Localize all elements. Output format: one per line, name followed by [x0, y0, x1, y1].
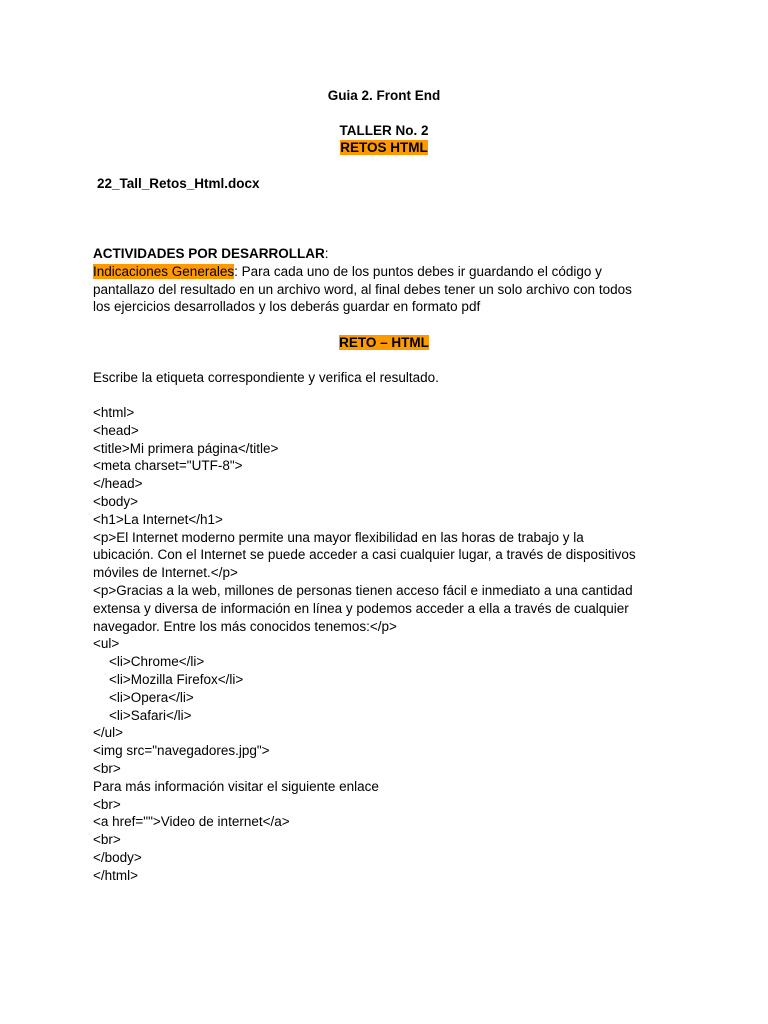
code-line: <a href="">Video de internet</a> [93, 814, 290, 830]
code-line: <li>Safari</li> [109, 707, 192, 723]
challenge-title: RETO – HTML [339, 335, 429, 350]
code-line: <body> [93, 493, 139, 509]
code-line: <head> [93, 422, 139, 438]
workshop-subtitle-line [0, 139, 768, 157]
general-label: Indicaciones Generales [93, 263, 235, 279]
code-line: extensa y diversa de información en línea y podemos acceder a ella a través de cualquier [93, 600, 629, 616]
code-line: </html> [93, 867, 139, 883]
general-text-1: : Para cada uno de los puntos debes ir guardando el código y [234, 263, 602, 279]
code-line: ubicación. Con el Internet se puede acceder a casi cualquier lugar, a través de dispositivos [93, 547, 636, 563]
code-line: <br> [93, 832, 121, 848]
file-name: 22_Tall_Retos_Html.docx [97, 176, 260, 191]
code-line: Para más información visitar el siguiente enlace [93, 778, 379, 794]
activities-heading: ACTIVIDADES POR DESARROLLAR [93, 246, 325, 261]
code-line: <h1>La Internet</h1> [93, 511, 223, 527]
workshop-subtitle: RETOS HTML [340, 140, 428, 155]
code-line: <li>Mozilla Firefox</li> [109, 671, 244, 687]
instruction: Escribe la etiqueta correspondiente y verifica el resultado. [93, 370, 439, 385]
code-line: <p>Gracias a la web, millones de personas tienen acceso fácil e inmediato a una cantidad [93, 582, 633, 598]
code-line: <p>El Internet moderno permite una mayor flexibilidad en las horas de trabajo y la [93, 529, 584, 545]
code-line: <img src="navegadores.jpg"> [93, 743, 270, 759]
activities-heading-line [93, 245, 673, 263]
workshop-title: TALLER No. 2 [339, 123, 429, 138]
code-line: <ul> [93, 636, 120, 652]
activities-colon: : [324, 246, 329, 261]
code-line: <li>Chrome</li> [109, 654, 205, 670]
challenge-title-line [0, 334, 768, 352]
guide-title: Guia 2. Front End [327, 88, 441, 103]
code-block [93, 404, 673, 885]
general-text-3: los ejercicios desarrollados y los deberás guardar en formato pdf [93, 299, 481, 315]
code-line: <br> [93, 760, 121, 776]
code-line: <br> [93, 796, 121, 812]
code-line: <meta charset="UTF-8"> [93, 458, 243, 474]
code-line: móviles de Internet.</p> [93, 565, 238, 581]
general-text-2: pantallazo del resultado en un archivo word, al final debes tener un solo archivo con todos [93, 281, 632, 297]
code-line: </ul> [93, 725, 124, 741]
code-line: </head> [93, 476, 143, 492]
code-line: </body> [93, 849, 142, 865]
code-line: navegador. Entre los más conocidos tenemos:</p> [93, 618, 397, 634]
code-line: <title>Mi primera página</title> [93, 440, 279, 456]
activities-section [93, 245, 673, 316]
code-line: <li>Opera</li> [109, 689, 194, 705]
general-line-1 [93, 263, 673, 281]
code-line: <html> [93, 405, 135, 420]
